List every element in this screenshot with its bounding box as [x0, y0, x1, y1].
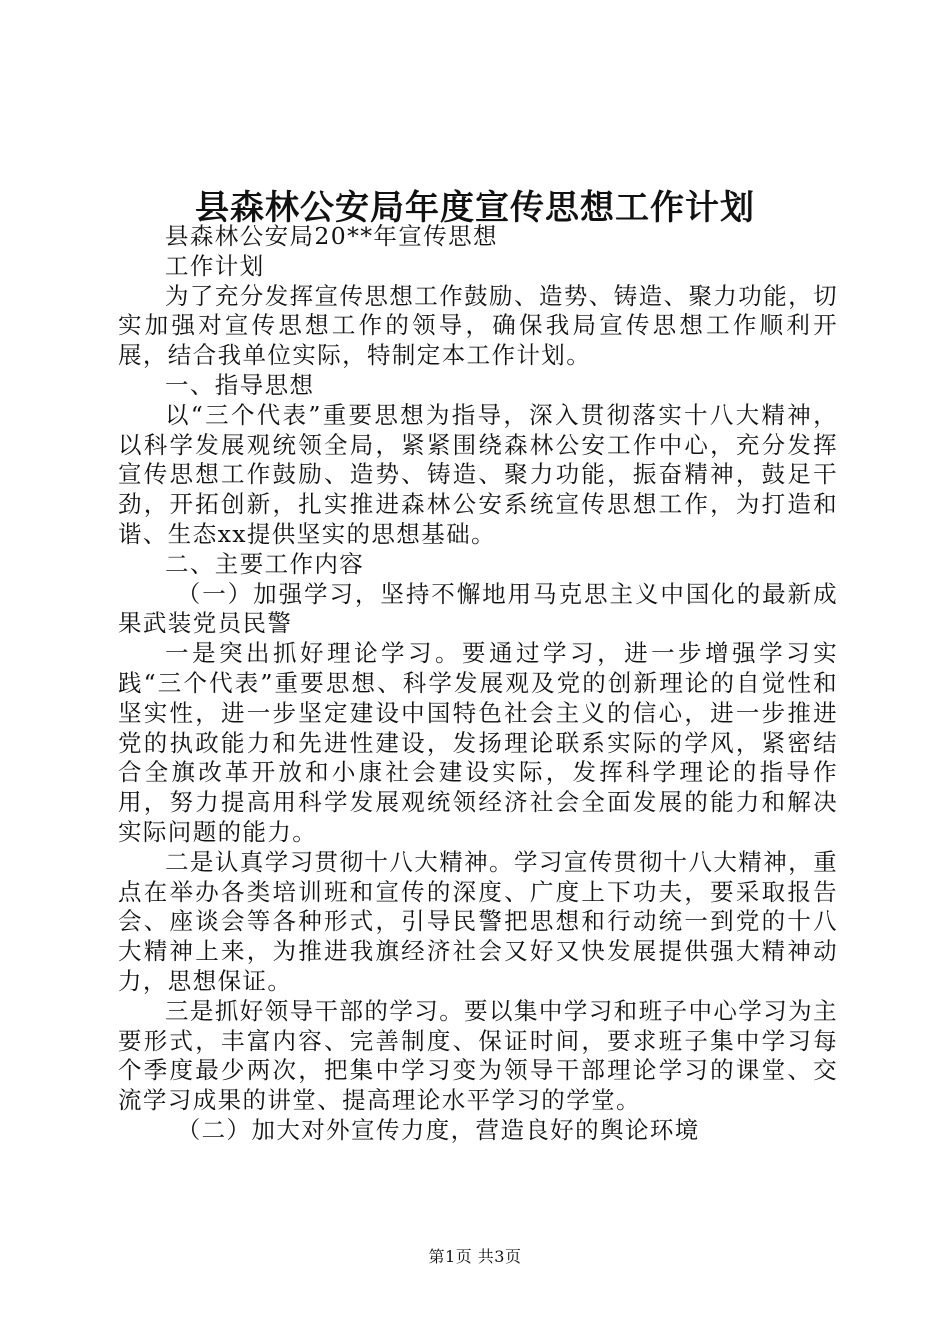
- page-number-footer: 第1页 共3页: [428, 1247, 522, 1266]
- paragraph-leadership-study: 三是抓好领导干部的学习。要以集中学习和班子中心学习为主要形式，丰富内容、完善制度、保证时间，要求班子集中学习每个季度最少两次，把集中学习变为领导干部理论学习的课堂、交流学习成果的讲堂、提高理论水平学习的学堂。: [118, 996, 838, 1115]
- subsection-heading-study: （一）加强学习，坚持不懈地用马克思主义中国化的最新成果武装党员民警: [118, 579, 838, 638]
- paragraph-theory-study: 一是突出抓好理论学习。要通过学习，进一步增强学习实践“三个代表”重要思想、科学发展观及党的创新理论的自觉性和坚实性，进一步坚定建设中国特色社会主义的信心，进一步推进党的执政能力和先进性建设，发扬理论联系实际的学风，紧密结合全旗改革开放和小康社会建设实际，发挥科学理论的指导作用，努力提高用科学发展观统领经济社会全面发展的能力和解决实际问题的能力。: [118, 639, 838, 846]
- document-title: 县森林公安局年度宣传思想工作计划: [195, 188, 755, 228]
- section-heading-main-work: 二、主要工作内容: [165, 549, 365, 578]
- paragraph-subtitle-line-1: 县森林公安局20**年宣传思想: [165, 222, 498, 250]
- section-heading-guiding-ideology: 一、指导思想: [165, 370, 315, 399]
- paragraph-eighteenth-congress: 二是认真学习贯彻十八大精神。学习宣传贯彻十八大精神，重点在举办各类培训班和宣传的深度、广度上下功夫，要采取报告会、座谈会等各种形式，引导民警把思想和行动统一到党的十八大精神上来，为推进我旗经济社会又好又快发展提供强大精神动力，思想保证。: [118, 847, 838, 995]
- paragraph-guiding-ideology: 以“三个代表”重要思想为指导，深入贯彻落实十八大精神，以科学发展观统领全局，紧紧围绕森林公安工作中心，充分发挥宣传思想工作鼓励、造势、铸造、聚力功能，振奋精神，鼓足干劲，开拓创新，扎实推进森林公安系统宣传思想工作，为打造和谐、生态xx提供坚实的思想基础。: [118, 400, 838, 548]
- document-body: [118, 222, 838, 1146]
- paragraph-subtitle-line-2: 工作计划: [165, 251, 265, 280]
- paragraph-intro: 为了充分发挥宣传思想工作鼓励、造势、铸造、聚力功能，切实加强对宣传思想工作的领导，确保我局宣传思想工作顺利开展，结合我单位实际，特制定本工作计划。: [118, 281, 838, 370]
- subsection-heading-publicity: （二）加大对外宣传力度，营造良好的舆论环境: [176, 1115, 700, 1144]
